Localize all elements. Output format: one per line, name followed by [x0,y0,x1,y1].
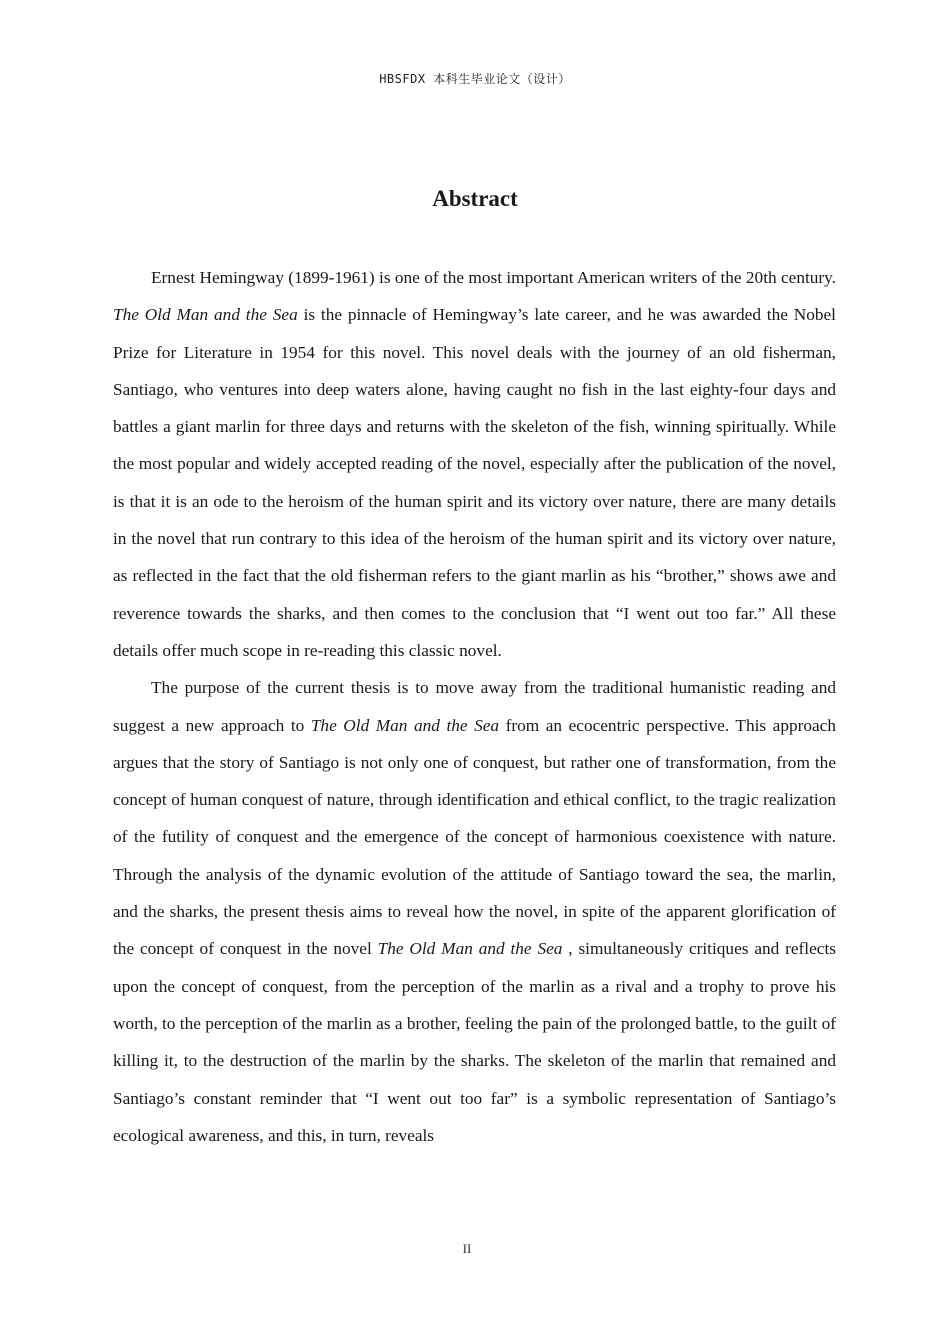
abstract-paragraph-1 [113,259,836,669]
paragraph-2-italic-title-1: The Old Man and the Sea [310,715,500,735]
paragraph-2-text-b: from an ecocentric perspective. This approach argues that the story of Santiago is not only one of conquest, but rather one of transformation, from the concept of human conquest of nature, through identification and ethical conflict, to the tragic realization of the futility of conquest and the emergence of the concept of harmonious coexistence with nature. Through the analysis of the dynamic evolution of the attitude of Santiago toward the sea, the marlin, and the sharks, the present thesis aims to reveal how the novel, in spite of the apparent glorification of the concept of conquest in the novel [113,715,836,959]
page-number: II [462,1241,472,1256]
paragraph-1-text-a: Ernest Hemingway (1899-1961) is one of the most important American writers of the 20th century. [151,268,836,287]
running-header: HBSFDX 本科生毕业论文（设计） [379,72,571,86]
abstract-body [113,259,836,1154]
paragraph-2-text-c: , simultaneously critiques and reflects upon the concept of conquest, from the perception of the marlin as a rival and a trophy to prove his worth, to the perception of the marlin as a brother, feeling the pain of the prolonged battle, to the guilt of killing it, to the destruction of the marlin by the sharks. The skeleton of the marlin that remained and Santiago’s constant reminder that “I went out too far” is a symbolic representation of Santiago’s ecological awareness, and this, in turn, reveals [113,939,836,1145]
paragraph-1-italic-title: The Old Man and the Sea [113,305,298,325]
page-title: Abstract [432,186,518,211]
paragraph-2-text-a: The purpose of the current thesis is to move away from the traditional humanistic reading and suggest a new approach to [113,678,836,735]
paragraph-1-text-b: is the pinnacle of Hemingway’s late career, and he was awarded the Nobel Prize for Literature in 1954 for this novel. This novel deals with the journey of an old fisherman, Santiago, who ventures into deep waters alone, having caught no fish in the last eighty-four days and battles a giant marlin for three days and returns with the skeleton of the fish, winning spiritually. While the most popular and widely accepted reading of the novel, especially after the publication of the novel, is that it is an ode to the heroism of the human spirit and its victory over nature, there are many details in the novel that run contrary to this idea of the heroism of the human spirit and its victory over nature, as reflected in the fact that the old fisherman refers to the giant marlin as his “brother,” shows awe and reverence towards the sharks, and then comes to the conclusion that “I went out too far.” All these details offer much scope in re-reading this classic novel. [113,305,836,660]
paragraph-2-italic-title-2: The Old Man and the Sea [377,939,563,959]
abstract-paragraph-2 [113,669,836,1154]
